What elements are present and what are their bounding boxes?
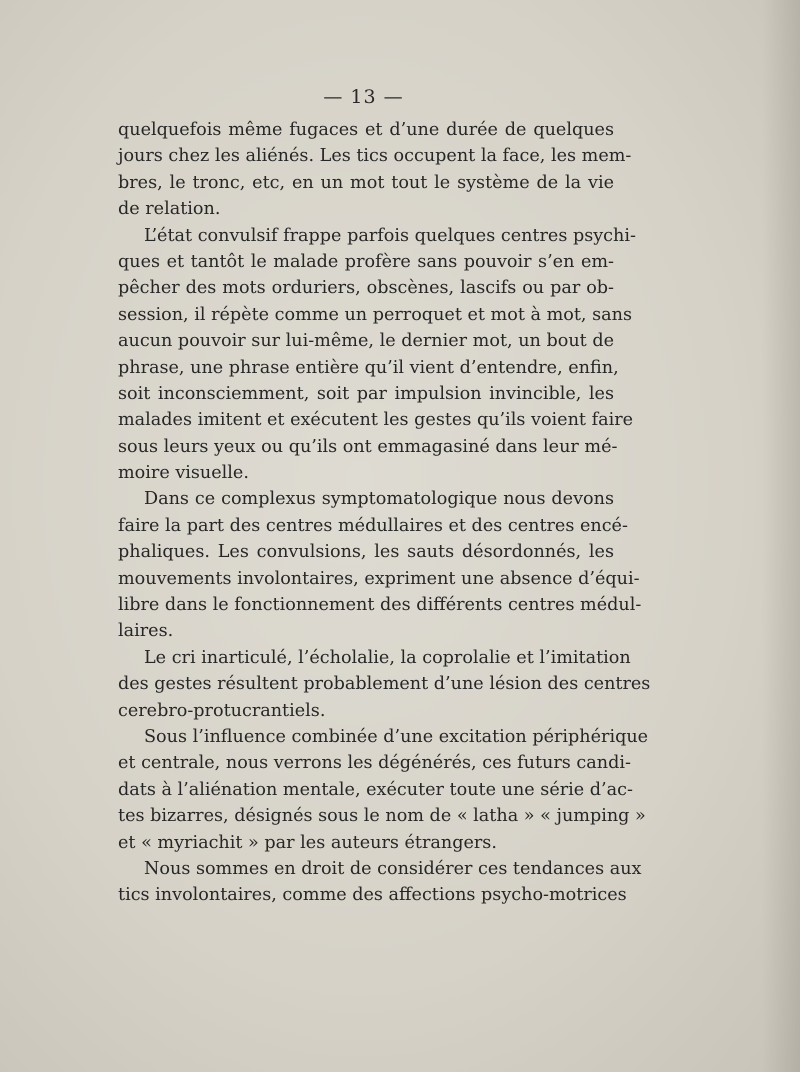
- paragraph: [118, 486, 642, 644]
- text-line: jours chez les aliénés. Les tics occupent la face, les mem-: [118, 146, 632, 167]
- text-line: quelquefois même fugaces et d’une durée de quelques: [118, 120, 614, 140]
- text-line: Nous sommes en droit de considérer ces tendances aux: [144, 858, 642, 879]
- text-line: pêcher des mots orduriers, obscènes, lascifs ou par ob-: [118, 278, 614, 299]
- text-line: libre dans le fonctionnement des différents centres médul-: [118, 595, 642, 616]
- text-line: tics involontaires, comme des affections psycho-motrices: [118, 885, 627, 906]
- paragraph: [118, 856, 642, 909]
- text-line: soit inconsciemment, soit par impulsion invincible, les: [118, 383, 614, 404]
- paragraph: [118, 645, 651, 724]
- page-edge-shadow: [762, 0, 800, 1072]
- body-text: [118, 117, 651, 909]
- paragraph: [118, 223, 636, 487]
- text-line: phrase, une phrase entière qu’il vient d’entendre, enfin,: [118, 357, 619, 378]
- text-line: mouvements involontaires, expriment une absence d’équi-: [118, 568, 640, 589]
- text-line: Le cri inarticulé, l’écholalie, la coprolalie et l’imitation: [144, 647, 631, 668]
- text-line: phaliques. Les convulsions, les sauts désordonnés, les: [118, 542, 614, 563]
- text-line: cerebro-protucrantiels.: [118, 700, 326, 721]
- text-line: Sous l’influence combinée d’une excitation périphérique: [144, 726, 649, 747]
- text-line: dats à l’aliénation mentale, exécuter toute une série d’ac-: [118, 779, 633, 800]
- text-line: et « myriachit » par les auteurs étrangers.: [118, 832, 497, 853]
- text-line: bres, le tronc, etc, en un mot tout le système de la vie: [118, 172, 614, 193]
- text-line: de relation.: [118, 199, 221, 220]
- text-line: malades imitent et exécutent les gestes qu’ils voient faire: [118, 410, 634, 431]
- text-line: aucun pouvoir sur lui-même, le dernier mot, un bout de: [118, 331, 614, 352]
- text-line: L’état convulsif frappe parfois quelques centres psychi-: [144, 225, 636, 246]
- text-line: ques et tantôt le malade profère sans pouvoir s’en em-: [118, 251, 614, 272]
- paragraph: [118, 724, 649, 856]
- text-line: Dans ce complexus symptomatologique nous devons: [144, 489, 614, 510]
- text-line: tes bizarres, désignés sous le nom de « latha » « jumping »: [118, 806, 646, 827]
- text-line: et centrale, nous verrons les dégénérés, ces futurs candi-: [118, 753, 631, 774]
- text-line: des gestes résultent probablement d’une lésion des centres: [118, 674, 651, 695]
- text-line: session, il répète comme un perroquet et mot à mot, sans: [118, 304, 632, 325]
- text-line: faire la part des centres médullaires et des centres encé-: [118, 515, 628, 536]
- text-line: moire visuelle.: [118, 463, 249, 484]
- paragraph: [118, 117, 632, 223]
- text-line: sous leurs yeux ou qu’ils ont emmagasiné dans leur mé-: [118, 436, 618, 457]
- text-line: laires.: [118, 621, 174, 642]
- page-number: — 13 —: [323, 86, 404, 108]
